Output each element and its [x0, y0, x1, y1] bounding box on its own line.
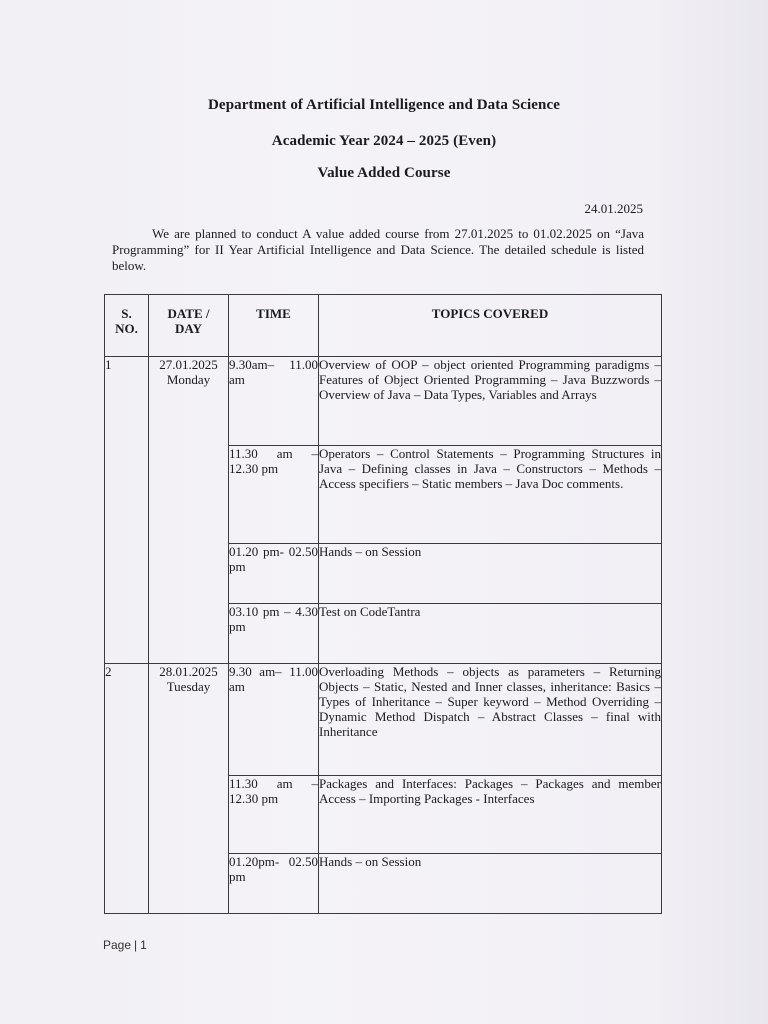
intro-text: We are planned to conduct A value added course from 27.01.2025 to 01.02.2025 on “Java Programming” for II Year Artificial Intelligence and Data Science. The detailed schedule is listed below.: [112, 226, 644, 273]
session-time: 11.30 am – 12.30 pm: [229, 446, 319, 544]
row-date: 27.01.2025: [159, 357, 218, 372]
session-topics: Test on CodeTantra: [319, 604, 662, 664]
schedule-table: [104, 294, 662, 914]
intro-paragraph: [112, 226, 644, 274]
table-row: [105, 664, 662, 776]
department-title: Department of Artificial Intelligence and Data Science: [208, 97, 560, 113]
header-sno-line1: S.: [121, 306, 132, 321]
row-date: 28.01.2025: [159, 664, 218, 679]
table-row: [105, 357, 662, 446]
session-time: 11.30 am – 12.30 pm: [229, 776, 319, 854]
header-date-line2: DAY: [175, 321, 202, 336]
session-time: 01.20pm- 02.50 pm: [229, 854, 319, 914]
page-footer: [103, 938, 147, 952]
header-topics: TOPICS COVERED: [319, 295, 662, 357]
session-topics: Overview of OOP – object oriented Programming paradigms – Features of Object Oriented Programming – Java Buzzwords – Overview of Java – Data Types, Variables and Arrays: [319, 357, 662, 446]
session-time: 01.20 pm- 02.50 pm: [229, 544, 319, 604]
page-label: Page: [103, 938, 132, 952]
row-date-day: [149, 357, 229, 664]
page-separator: |: [134, 938, 138, 952]
header-sno-line2: NO.: [115, 321, 138, 336]
session-topics: Hands – on Session: [319, 544, 662, 604]
course-type-title: Value Added Course: [317, 165, 451, 181]
header-date-line1: DATE /: [167, 306, 210, 321]
header-sno: [105, 295, 149, 357]
row-day: Monday: [166, 372, 211, 387]
session-topics: Packages and Interfaces: Packages – Packages and member Access – Importing Packages - Interfaces: [319, 776, 662, 854]
academic-year-title: Academic Year 2024 – 2025 (Even): [271, 133, 497, 149]
row-day: Tuesday: [166, 679, 211, 694]
table-header-row: [105, 295, 662, 357]
document-date: 24.01.2025: [584, 201, 643, 216]
header-time: TIME: [229, 295, 319, 357]
row-date-day: [149, 664, 229, 914]
session-topics: Hands – on Session: [319, 854, 662, 914]
row-sno: 1: [105, 357, 149, 664]
session-topics: Operators – Control Statements – Programming Structures in Java – Defining classes in Java – Constructors – Methods – Access specifiers – Static members – Java Doc comments.: [319, 446, 662, 544]
session-time: 03.10 pm – 4.30 pm: [229, 604, 319, 664]
page-number: 1: [140, 938, 147, 952]
session-topics: Overloading Methods – objects as parameters – Returning Objects – Static, Nested and Inner classes, inheritance: Basics – Types of Inheritance – Super keyword – Method Overriding – Dynamic Method Dispatch – Abstract Classes – final with Inheritance: [319, 664, 662, 776]
header-date: [149, 295, 229, 357]
row-sno: 2: [105, 664, 149, 914]
session-time: 9.30am– 11.00 am: [229, 357, 319, 446]
session-time: 9.30 am– 11.00 am: [229, 664, 319, 776]
